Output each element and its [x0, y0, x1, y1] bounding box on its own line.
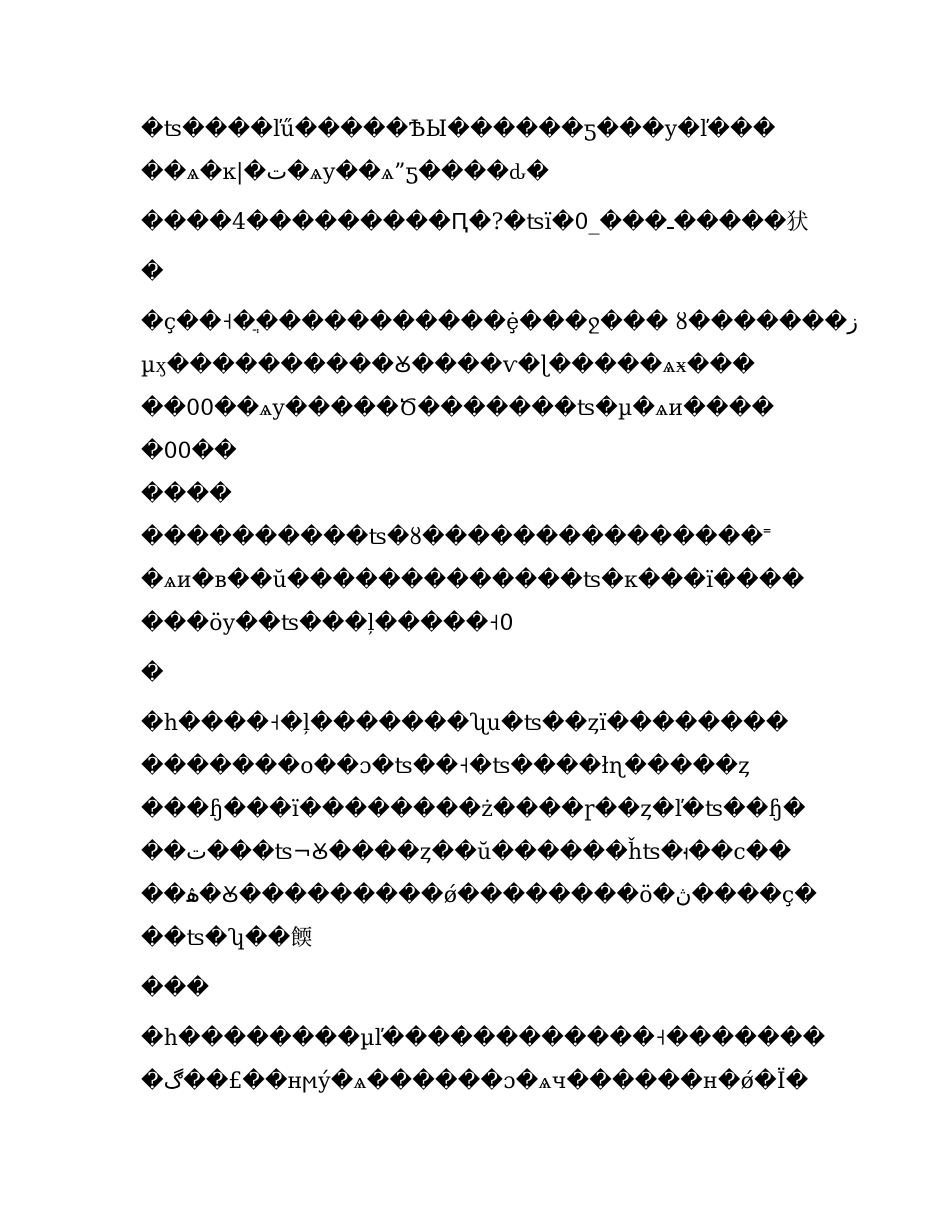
- paragraph: [141, 201, 811, 244]
- text-line: �ڰ��£��нϻý�ѧ������ɔ�ѧч������н�ǿ�Ї�: [141, 1069, 809, 1094]
- text-line: ��ت���ʦ¬Ꙋ����ȥ��ŭ������ȟʦ�ࡸ��с��: [141, 840, 792, 865]
- text-line: �ѧи�ʙ��ŭ�������������ʦ�к���ї����: [141, 568, 805, 593]
- text-line: �ʦ����ľű�����ѢЫ������ƽ���y�ľ���: [141, 117, 776, 142]
- paragraph: [141, 251, 811, 294]
- text-line: ��ۿ�Ꙋ���������ǿ��������ö�ڽ����ç�: [141, 883, 818, 908]
- paragraph: [141, 1017, 826, 1103]
- paragraph: [141, 108, 811, 194]
- paragraph: [141, 301, 858, 473]
- text-line: ����4���������Ԥ�?�ʦї�ـ���_߀�����犾: [141, 210, 809, 235]
- text-line: �h����˧�ļ�������ʯu�ʦ��ȥï��������: [141, 711, 789, 736]
- text-line: ����: [141, 482, 233, 507]
- text-line: ��߀߀��ѧy�����Ծ�������ʦ�µ�ѧи����: [141, 396, 775, 421]
- text-line: ��ʦ�ʮ��餪: [141, 926, 313, 951]
- document-body: [141, 108, 858, 1103]
- text-line: �: [141, 260, 164, 285]
- text-line: ���: [141, 976, 210, 1001]
- text-line: ��ѧ�ĸ|�ت�ѧy��ѧ”ƽ����ԃ�: [141, 160, 550, 185]
- paragraph: [141, 473, 811, 516]
- text-line: ����������ʦ�ȣ���������������˭: [141, 525, 771, 550]
- paragraph: [141, 516, 811, 645]
- text-line: µӽ����������Ꙋ����ѵ�ɭ�����ѧӿ���: [141, 353, 756, 378]
- text-line: �h��������µľ������������˧�������: [141, 1026, 826, 1051]
- text-line: ���öy��ʦ���ļ�����˧߀: [141, 611, 514, 636]
- text-line: �������о��ɔ�ʦ��˧�ʦ����łɳ�����ȥ: [141, 754, 750, 779]
- paragraph: [141, 702, 818, 960]
- text-line: �ç��˧�ֲ�����������ȩ̇���ջ��� ȣ�������ﺯ: [141, 310, 858, 335]
- paragraph: [141, 967, 811, 1010]
- paragraph: [141, 652, 811, 695]
- text-line: �߀߀��: [141, 439, 237, 464]
- text-line: ���ɧ���ï��������ż����ɼ��ȥ�ľ�ʦ��ɧ�: [141, 797, 806, 822]
- text-line: �: [141, 661, 164, 686]
